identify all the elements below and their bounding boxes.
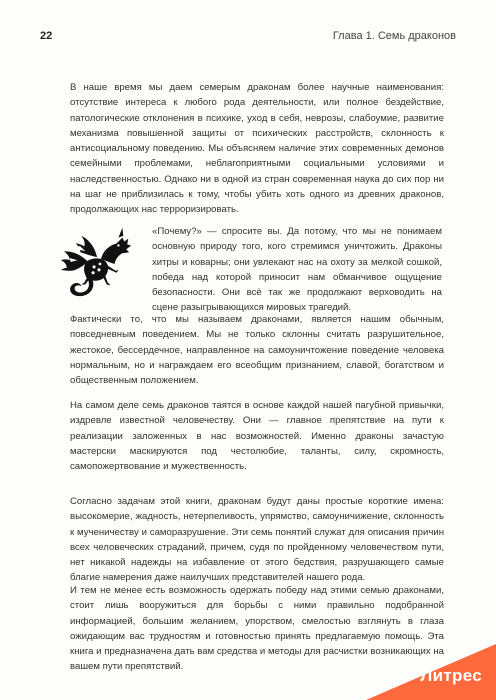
paragraph-3: На самом деле семь драконов таятся в основе каждой нашей пагубной привычки, издревле известной человечеству. Они — главное препятствие на пути к реализации заложенных в нас возможностей. Именно драконы зачастую мастерски маскируются под честолюбие, таланты, силу, скромность, самопожертвование и мужественность.: [70, 400, 444, 473]
litres-corner-logo[interactable]: [366, 644, 496, 700]
paragraph-2: Фактически то, что мы называем драконами, является нашим обычным, повседневным поведением. Мы не только склонны считать разрушительное, жестокое, бессердечное, направленное на самоуничтожение поведение человека нормальным, но и награждаем его всеобщим признанием, славой, богатством и общественным положением.: [70, 314, 444, 387]
paragraph-4: Согласно задачам этой книги, драконам будут даны простые короткие имена: высокомерие, жадность, нетерпеливость, упрямство, самоуничижение, склонность к мученичеству и саморазрушение. Эти семь понятий служат для описания причин всех человеческих страданий, причем, судя по пройденному человечеством пути, нет никакой надежды на избавление от этого бедствия, разрушающего самые благие намерения даже наилучших представителей нашего рода.: [70, 496, 444, 584]
dragon-block: [56, 224, 444, 314]
page-header: [40, 30, 456, 48]
litres-logo-label: Литрес: [420, 666, 482, 685]
paragraph-1: В наше время мы даем семерым драконам более научные наименования: отсутствие интереса к любого рода деятельности, или полное бездействие, патологические отклонения в психике, уход в себя, неврозы, слабоумие, развитие механизма повышенной защиты от психических расстройств, склонность к антисоциальному поведению. Мы объясняем наличие этих современных демонов семейными проблемами, неблагоприятными социальными условиями и наследственностью. Однако ни в одной из стран современная наука до сих пор ни на шаг не приблизилась к тому, чтобы убить хоть одного из древних драконов, продолжающих нас терроризировать.: [70, 82, 444, 216]
dragon-icon: [58, 224, 136, 302]
paragraph-5: И тем не менее есть возможность одержать победу над этими семью драконами, стоит лишь вооружиться для борьбы с ними правильно подобранной информацией, большим желанием, упорством, смелостью взглянуть в глаза ожидающим вас трудностям и готовностью принять предлагаемую помощь. Эта книга и предназначена дать вам средства и методы для расчистки возникающих на вашем пути препятствий.: [70, 585, 444, 673]
dragon-paragraph: «Почему?» — спросите вы. Да потому, что мы не понимаем основную природу того, кого стремимся уничтожить. Драконы хитры и коварны; они увлекают нас на охоту за мелкой сошкой, победа над которой приносит нам обманчивое ощущение безопасности. Они всё так же продолжают верховодить на сцене разыгрывающихся мировых трагедий.: [152, 226, 442, 314]
chapter-title: Глава 1. Семь драконов: [332, 30, 456, 42]
page-number: 22: [40, 30, 53, 42]
